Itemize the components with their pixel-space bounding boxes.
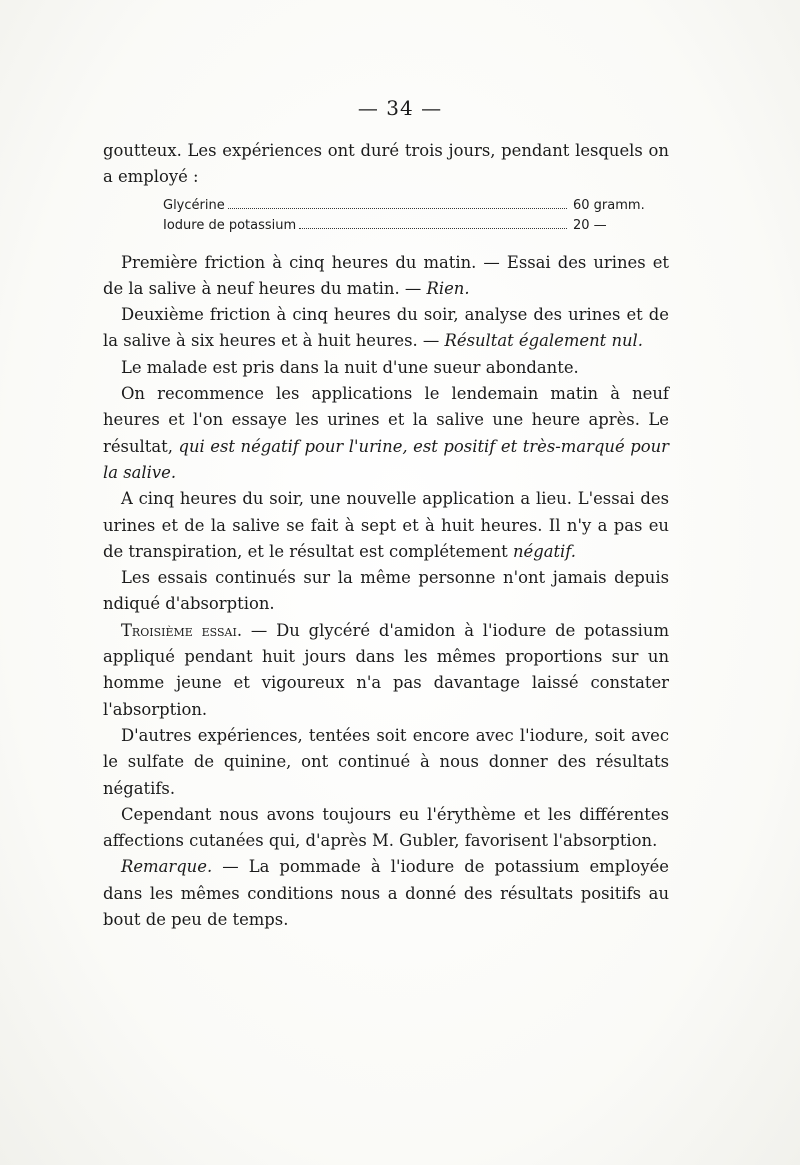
- dot-leader: [228, 208, 567, 209]
- recipe-row: [163, 216, 643, 236]
- recipe-row: [163, 196, 643, 216]
- recipe-ingredient: Iodure de potassium: [163, 217, 297, 233]
- paragraph-evening-application: [103, 486, 669, 565]
- paragraph-intro: goutteux. Les expériences ont duré trois jours, pendant lesquels on a employé :: [103, 141, 669, 187]
- emphasis-text: Rien.: [426, 278, 470, 298]
- emphasis-text: qui est négatif pour l'urine, est positif et très-marqué pour la salive.: [103, 436, 669, 482]
- paragraph-third-test: [103, 618, 669, 723]
- recipe-quantity: 20 —: [573, 217, 607, 233]
- paragraph-first-friction: [103, 250, 669, 303]
- paragraph-sweat: Le malade est pris dans la nuit d'une sueur abondante.: [121, 357, 579, 377]
- emphasis-text: Résultat également nul.: [444, 331, 644, 351]
- recipe-ingredient: Glycérine: [163, 197, 225, 213]
- body-text: [103, 138, 669, 933]
- remark-heading: Remarque.: [121, 857, 213, 877]
- paragraph-erythema: Cependant nous avons toujours eu l'érythème et les différentes affections cutanées qui, d'après M. Gubler, favorisent l'absorption.: [103, 804, 669, 851]
- paragraph-remark: [103, 854, 669, 933]
- section-heading: Troisième essai.: [121, 620, 243, 640]
- paragraph-second-friction: [103, 302, 669, 355]
- emphasis-text: négatif.: [512, 541, 576, 561]
- paragraph-other-experiments: D'autres expériences, tentées soit encore avec l'iodure, soit avec le sulfate de quinine, ont continué à nous donner des résultats négatifs.: [103, 725, 669, 798]
- dot-leader: [299, 228, 567, 229]
- recipe-quantity: 60 gramm.: [573, 197, 645, 213]
- paragraph-continued-tests: Les essais continués sur la même personne n'ont jamais depuis ndiqué d'absorption.: [103, 568, 669, 614]
- paragraph-text: Deuxième friction à cinq heures du soir, analyse des urines et de la salive à six heures et à huit heures. —: [103, 305, 669, 351]
- paragraph-text: A cinq heures du soir, une nouvelle application a lieu. L'essai des urines et de la salive se fait à sept et à huit heures. Il n'y a pas eu de transpiration, et le résultat est complétement: [103, 489, 669, 561]
- paragraph-text: — Du glycéré d'amidon à l'iodure de potassium appliqué pendant huit jours dans les mêmes proportions sur un homme jeune et vigoureux n'a pas davantage laissé constater l'absorption.: [103, 620, 669, 719]
- paragraph-text: — La pommade à l'iodure de potassium employée dans les mêmes conditions nous a donné des résultats positifs au bout de peu de temps.: [103, 857, 669, 930]
- recipe-list: [163, 196, 643, 236]
- paragraph-recommence: [103, 381, 669, 486]
- page-number: — 34 —: [357, 96, 443, 120]
- paragraph-text: Première friction à cinq heures du matin. — Essai des urines et de la salive à neuf heures du matin. —: [103, 252, 669, 298]
- paragraph-text: On recommence les applications le lendemain matin à neuf heures et l'on essaye les urines et la salive une heure après. Le résultat,: [103, 384, 669, 456]
